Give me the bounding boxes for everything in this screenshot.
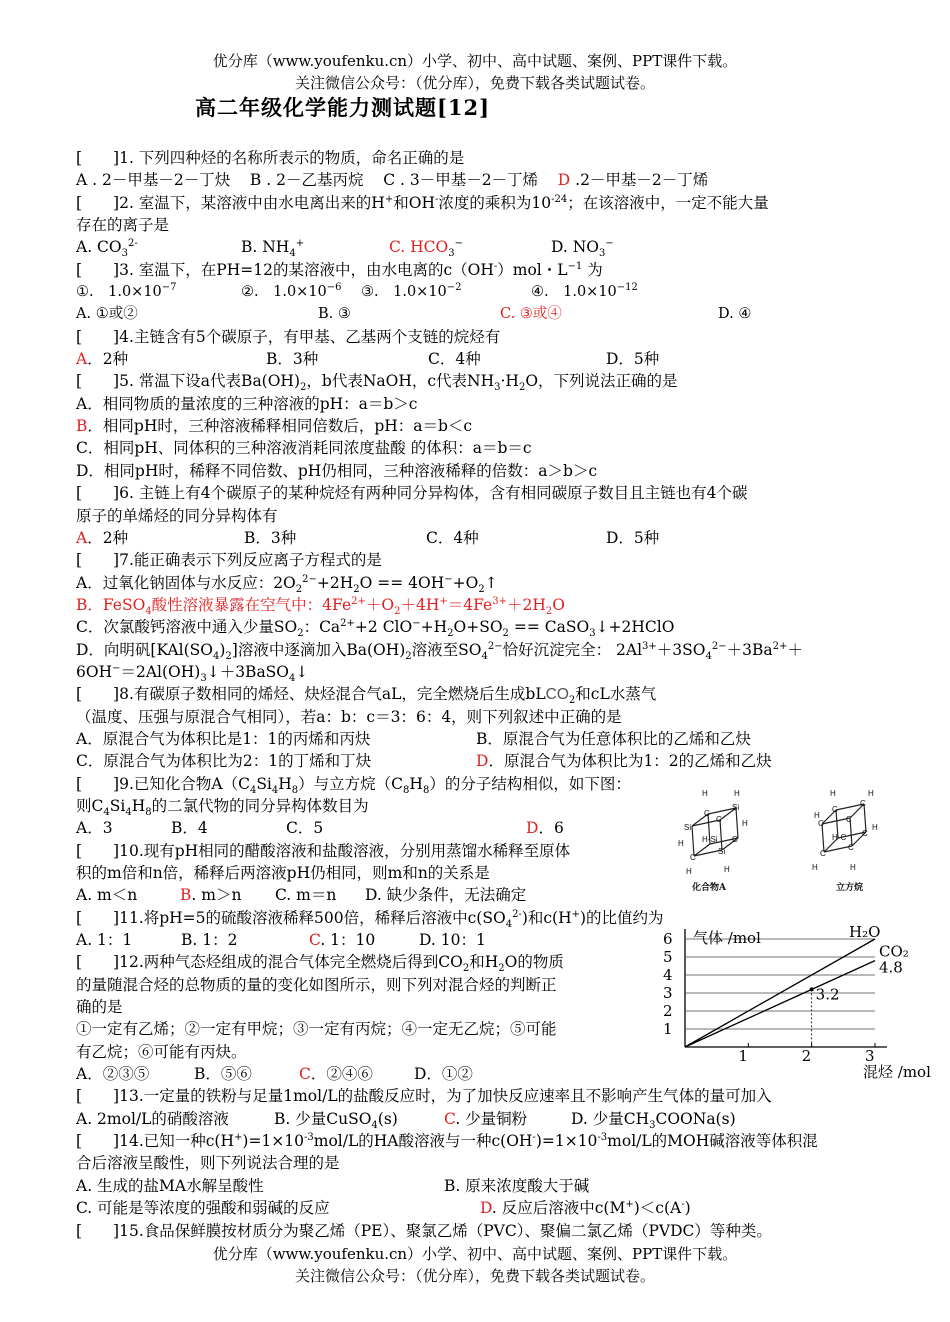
q8-option-b: B．原混合气为任意体积比的乙烯和乙炔 (476, 729, 751, 748)
svg-text:Si: Si (684, 823, 692, 832)
svg-text:H: H (868, 789, 874, 798)
q13-option-d: D. 少量$CH_3COONa(s)$ (571, 1109, 736, 1131)
svg-text:H: H (830, 789, 836, 798)
q14-stem: [ ]14.已知一种$c(H^+)=1\times 10^{-3}mol/L$的HA酸溶液与一种$c(OH^-)=1\times 10^{-3}mol/L$的MOH碱溶液等体积混 (76, 1131, 818, 1151)
q12-option-c: C．②④⑥ (299, 1065, 373, 1084)
svg-text:C: C (862, 829, 868, 838)
q3-options (76, 303, 876, 325)
q1-options (76, 169, 876, 191)
q8-option-c: C．原混合气为体积比为2：1的丁烯和丁炔 (76, 752, 372, 771)
q3-option-b: B. ③ (318, 306, 351, 323)
q8-stem: [ ]8.有碳原子数相同的烯烃、炔烃混合气aL，完全燃烧后生成bLCO$_2$和cL水蒸气 (76, 685, 657, 707)
q12-stem: [ ]12.两种气态烃组成的混合气体完全燃烧后得到$CO_2$和$H_2O$的物质 (76, 953, 564, 975)
svg-text:H: H (686, 867, 692, 876)
q11-option-a: A. 1：1 (76, 931, 133, 950)
q8-options-cd (76, 750, 876, 772)
svg-text:C: C (690, 853, 696, 862)
chart-x-tick-label: 2 (801, 1047, 812, 1065)
q2-options (76, 236, 876, 258)
q9-figure-label-b: 立方烷 (836, 883, 864, 893)
q7-option-d: D．向明矾$[KAl(SO_4)_2]$溶液中逐滴加入$Ba(OH)_2$溶液至$SO_4^{2-}$恰好沉淀完全： $2Al^{3+}+3SO_4^{2-}+3Ba^{2+}+$ (76, 640, 803, 662)
svg-text:C: C (732, 835, 738, 844)
q13-option-c: C. 少量铜粉 (444, 1109, 528, 1128)
svg-text:C: C (846, 815, 852, 824)
chart-series-line-co2 (685, 961, 875, 1047)
chart-series-label-co2: CO₂ (879, 942, 909, 961)
q1-option-b: B . 2－乙基丙烷 (249, 171, 364, 190)
q4-option-a: A．2种 (76, 350, 129, 369)
svg-text:C: C (860, 799, 866, 808)
chart-y-tick-label: 3 (663, 984, 673, 1002)
q6-option-a: A．2种 (76, 528, 129, 547)
q9-structure-figure (672, 786, 922, 896)
svg-text:H: H (872, 823, 878, 832)
svg-text:C: C (820, 849, 826, 858)
q14-stem-line2: 合后溶液呈酸性，则下列说法合理的是 (76, 1154, 340, 1173)
q3-option-a: A. ①或② (76, 306, 138, 323)
q9-option-d: D．6 (526, 819, 564, 838)
q12-gas-chart (655, 925, 940, 1085)
svg-text:H: H (724, 865, 730, 874)
q10-stem-line2: 积的m倍和n倍，稀释后两溶液pH仍相同，则m和n的关系是 (76, 864, 490, 882)
q14-option-c: C. 可能是等浓度的强酸和弱碱的反应 (76, 1199, 330, 1218)
q10-option-d: D. 缺少条件，无法确定 (365, 886, 527, 905)
q13-options (76, 1108, 876, 1130)
q2-stem: [ ]2. 室温下，某溶液中由水电离出来的H+和OH-浓度的乘积为$10^{-24}$；在该溶液中，一定不能大量 (76, 193, 769, 212)
q9-option-b: B．4 (171, 819, 208, 838)
q11-option-d: D. 10：1 (419, 931, 486, 950)
q5-option-a: A．相同物质的量浓度的三种溶液的pH：a＝b＞c (76, 394, 418, 413)
q2-stem-line2: 存在的离子是 (76, 216, 170, 235)
chart-x-tick-label: 3 (865, 1047, 875, 1065)
q5-option-b: B．相同pH时，三种溶液稀释相同倍数后，pH：a＝b＜c (76, 417, 473, 436)
q3-value-2: ②. $1.0\times 10^{-6}$ (241, 282, 342, 301)
chart-y-tick-label: 5 (663, 948, 673, 966)
chart-y-axis-label: 气体 /mol (693, 929, 761, 947)
q4-option-d: D．5种 (606, 350, 660, 369)
svg-text:H: H (742, 819, 748, 828)
q11-stem: [ ]11.将pH=5的硫酸溶液稀释500倍，稀释后溶液中$c(SO_4^{2-})$和c(H+)的比值约为 (76, 908, 664, 930)
page-title: 高二年级化学能力测试题[12] (195, 95, 491, 120)
q4-option-c: C．4种 (428, 350, 481, 369)
q4-options (76, 348, 876, 370)
q12-option-a: A．②③⑤ (76, 1065, 150, 1084)
chart-y-tick-label: 2 (663, 1002, 673, 1020)
chart-y-tick-label: 1 (663, 1020, 673, 1038)
q5-option-d: D．相同pH时，稀释不同倍数、pH仍相同，三种溶液稀释的倍数：a＞b＞c (76, 461, 598, 480)
q3-stem: [ ]3. 室温下，在PH=12的某溶液中，由水电离的c（OH-）mol・$L^{-1}$ 为 (76, 260, 603, 279)
q2-option-c: C. $HCO_3^-$ (389, 238, 464, 260)
q11-option-b: B. 1：2 (181, 931, 238, 950)
q2-option-d: D. $NO_3^-$ (551, 238, 614, 260)
q1-answer-letter: D (557, 171, 571, 190)
footer-line1: 优分库（www.youfenku.cn）小学、初中、高中试题、案例、PPT课件下载。 (212, 1245, 738, 1263)
svg-text:H: H (734, 789, 740, 798)
q2-stem-part: ；在该溶液中，一定不能大量 (567, 193, 769, 212)
svg-text:C: C (704, 809, 710, 818)
q2-stem-part: 浓度的乘积为10 (438, 193, 552, 212)
chart-annotation-point (810, 987, 814, 991)
svg-text:H: H (702, 789, 708, 798)
svg-text:C: C (716, 815, 722, 824)
q7-option-b: B．FeSO$_4$酸性溶液暴露在空气中：$4Fe^{2+}+O_2+4H^+=4Fe^{3+}+2H_2O$ (76, 595, 565, 617)
q13-stem: [ ]13.一定量的铁粉与足量1mol/L的盐酸反应时，为了加快反应速率且不影响产生气体的量可加入 (76, 1087, 772, 1106)
q1-stem: [ ]1. 下列四种烃的名称所表示的物质，命名正确的是 (76, 149, 465, 167)
q9-option-a: A．3 (76, 819, 113, 838)
svg-text:Si: Si (718, 847, 726, 856)
q1-option-c: C . 3－甲基－2－丁烯 (383, 171, 539, 190)
q11-option-c: C. 1：10 (309, 931, 376, 950)
q12-statements-line2: 有乙烷；⑥可能有丙炔。 (76, 1042, 247, 1061)
header-line2: 关注微信公众号：（优分库），免费下载各类试题试卷。 (294, 74, 655, 92)
q10-stem: [ ]10.现有pH相同的醋酸溶液和盐酸溶液，分别用蒸馏水稀释至原体 (76, 841, 571, 860)
q12-option-b: B．⑤⑥ (194, 1065, 252, 1084)
svg-text:H-C: H-C (832, 833, 847, 842)
svg-text:C: C (818, 819, 824, 828)
q8-stem-line2: （温度、压强与原混合气相同），若a：b：c＝3：6：4，则下列叙述中正确的是 (76, 707, 622, 726)
q12-stem-line2: 的量随混合烃的总物质的量的变化如图所示，则下列对混合烃的判断正 (76, 975, 557, 994)
q6-options (76, 527, 876, 549)
q1-option-d: .2－甲基－2－丁烯 (570, 171, 709, 190)
q14-option-d: D. 反应后溶液中c(M+)＜c(A-) (480, 1199, 691, 1218)
chart-y-tick-label: 4 (663, 966, 673, 984)
q5-option-c: C．相同pH、同体积的三种溶液消耗同浓度盐酸 的体积：a＝b＝c (76, 439, 532, 458)
q6-option-c: C．4种 (426, 528, 479, 547)
q2-option-a: A. $CO_3^{2-}$ (76, 238, 138, 260)
q8-option-a: A．原混合气为体积比是1：1的丙烯和丙炔 (76, 729, 371, 748)
q8-options-ab (76, 728, 876, 750)
svg-text:C: C (848, 843, 854, 852)
q2-option-b: B. $NH_4^+$ (241, 238, 305, 260)
chart-annotation-label: 3.2 (815, 985, 840, 1004)
q7-option-c: C．次氯酸钙溶液中通入少量$SO_2$：$Ca^{2+}+2$ $ClO^-+H_2O+SO_2$ == CaSO$_3$↓+2HClO (76, 618, 675, 640)
svg-text:Si: Si (732, 803, 740, 812)
q3-value-4: ④. $1.0\times 10^{-12}$ (531, 282, 638, 301)
svg-text:H: H (850, 863, 856, 872)
chart-x-axis-label: 混烃 /mol (863, 1063, 931, 1081)
q3-option-d: D. ④ (718, 306, 752, 323)
q6-stem: [ ]6. 主链上有4个碳原子的某种烷烃有两种同分异构体，含有相同碳原子数目且主链也有4个碳 (76, 484, 748, 503)
q2-stem-part: 和OH (393, 193, 435, 212)
q7-option-d-line2: $6OH^-=2Al(OH)_3↓+3BaSO_4↓$ (76, 662, 309, 684)
svg-text:H-Si: H-Si (702, 835, 718, 844)
svg-text:H: H (678, 839, 684, 848)
q4-stem: [ ]4.主链含有5个碳原子，有甲基、乙基两个支链的烷烃有 (76, 327, 501, 346)
q2-stem-part: [ ]2. 室温下，某溶液中由水电离出来的H (76, 193, 385, 212)
q9-stem: [ ]9.已知化合物$A(C_4Si_4H_8)$与立方烷$(C_8H_8)$的分子结构相似，如下图： (76, 774, 631, 796)
q8-option-d: D．原混合气为体积比为1：2的乙烯和乙炔 (476, 752, 772, 771)
q3-values (76, 281, 876, 303)
q3-value-1: ①. $1.0\times 10^{-7}$ (76, 282, 177, 301)
q12-statements-line1: ①一定有乙烯；②一定有甲烷；③一定有丙烷；④一定无乙烷；⑤可能 (76, 1020, 557, 1039)
q7-option-a: A．过氧化钠固体与水反应：$2O_2^{2-}+2H_2O$ == $4OH^-+O_2↑$ (76, 573, 498, 595)
q14-option-b: B. 原来浓度酸大于碱 (444, 1176, 590, 1195)
q6-option-d: D．5种 (606, 528, 660, 547)
q14-options-ab (76, 1175, 876, 1197)
q12-option-d: D．①② (414, 1065, 473, 1084)
q9-figure-label-a: 化合物A (692, 883, 726, 893)
q1-option-a: A . 2－甲基－2－丁炔 (76, 171, 231, 190)
chart-x-tick-label: 1 (738, 1047, 748, 1065)
chart-annotation-label: 4.8 (879, 958, 903, 977)
q3-option-c: C. ③或④ (500, 306, 562, 323)
q2-exponent: -24 (551, 193, 568, 205)
footer-line2: 关注微信公众号：（优分库），免费下载各类试题试卷。 (294, 1267, 655, 1285)
q6-stem-line2: 原子的单烯烃的同分异构体有 (76, 506, 278, 525)
q15-stem: [ ]15.食品保鲜膜按材质分为聚乙烯（PE）、聚氯乙烯（PVC）、聚偏二氯乙烯（PVDC）等种类。 (76, 1221, 772, 1240)
svg-text:H: H (814, 811, 820, 820)
q4-option-b: B．3种 (266, 350, 319, 369)
chart-series-label-h2o: H₂O (849, 925, 881, 941)
svg-text:C: C (832, 805, 838, 814)
q13-option-b: B. 少量CuSO$_4$(s) (274, 1109, 398, 1131)
q5-stem: [ ]5. 常温下设a代表$Ba(OH)_2$，b代表NaOH，c代表$NH_3\cdot H_2O$，下列说法正确的是 (76, 372, 678, 394)
svg-text:H: H (812, 863, 818, 872)
header-line1: 优分库（www.youfenku.cn）小学、初中、高中试题、案例、PPT课件下载。 (212, 52, 738, 70)
q10-option-a: A. m＜n (76, 886, 138, 905)
q10-option-b: B. m＞n (180, 886, 242, 905)
q14-option-a: A. 生成的盐MA水解呈酸性 (76, 1176, 264, 1195)
q10-option-c: C. m＝n (275, 886, 337, 905)
q3-value-3: ③. $1.0\times 10^{-2}$ (361, 282, 462, 301)
q7-stem: [ ]7.能正确表示下列反应离子方程式的是 (76, 551, 382, 570)
q12-stem-line3: 确的是 (76, 998, 123, 1017)
chart-y-tick-label: 6 (663, 930, 673, 948)
q9-option-c: C．5 (286, 819, 324, 838)
q13-option-a: A. 2mol/L的硝酸溶液 (76, 1109, 229, 1128)
q14-options-cd (76, 1197, 876, 1219)
q6-option-b: B．3种 (244, 528, 297, 547)
q9-stem-line2: 则$C_4Si_4H_8$的二氯代物的同分异构体数目为 (76, 796, 369, 819)
